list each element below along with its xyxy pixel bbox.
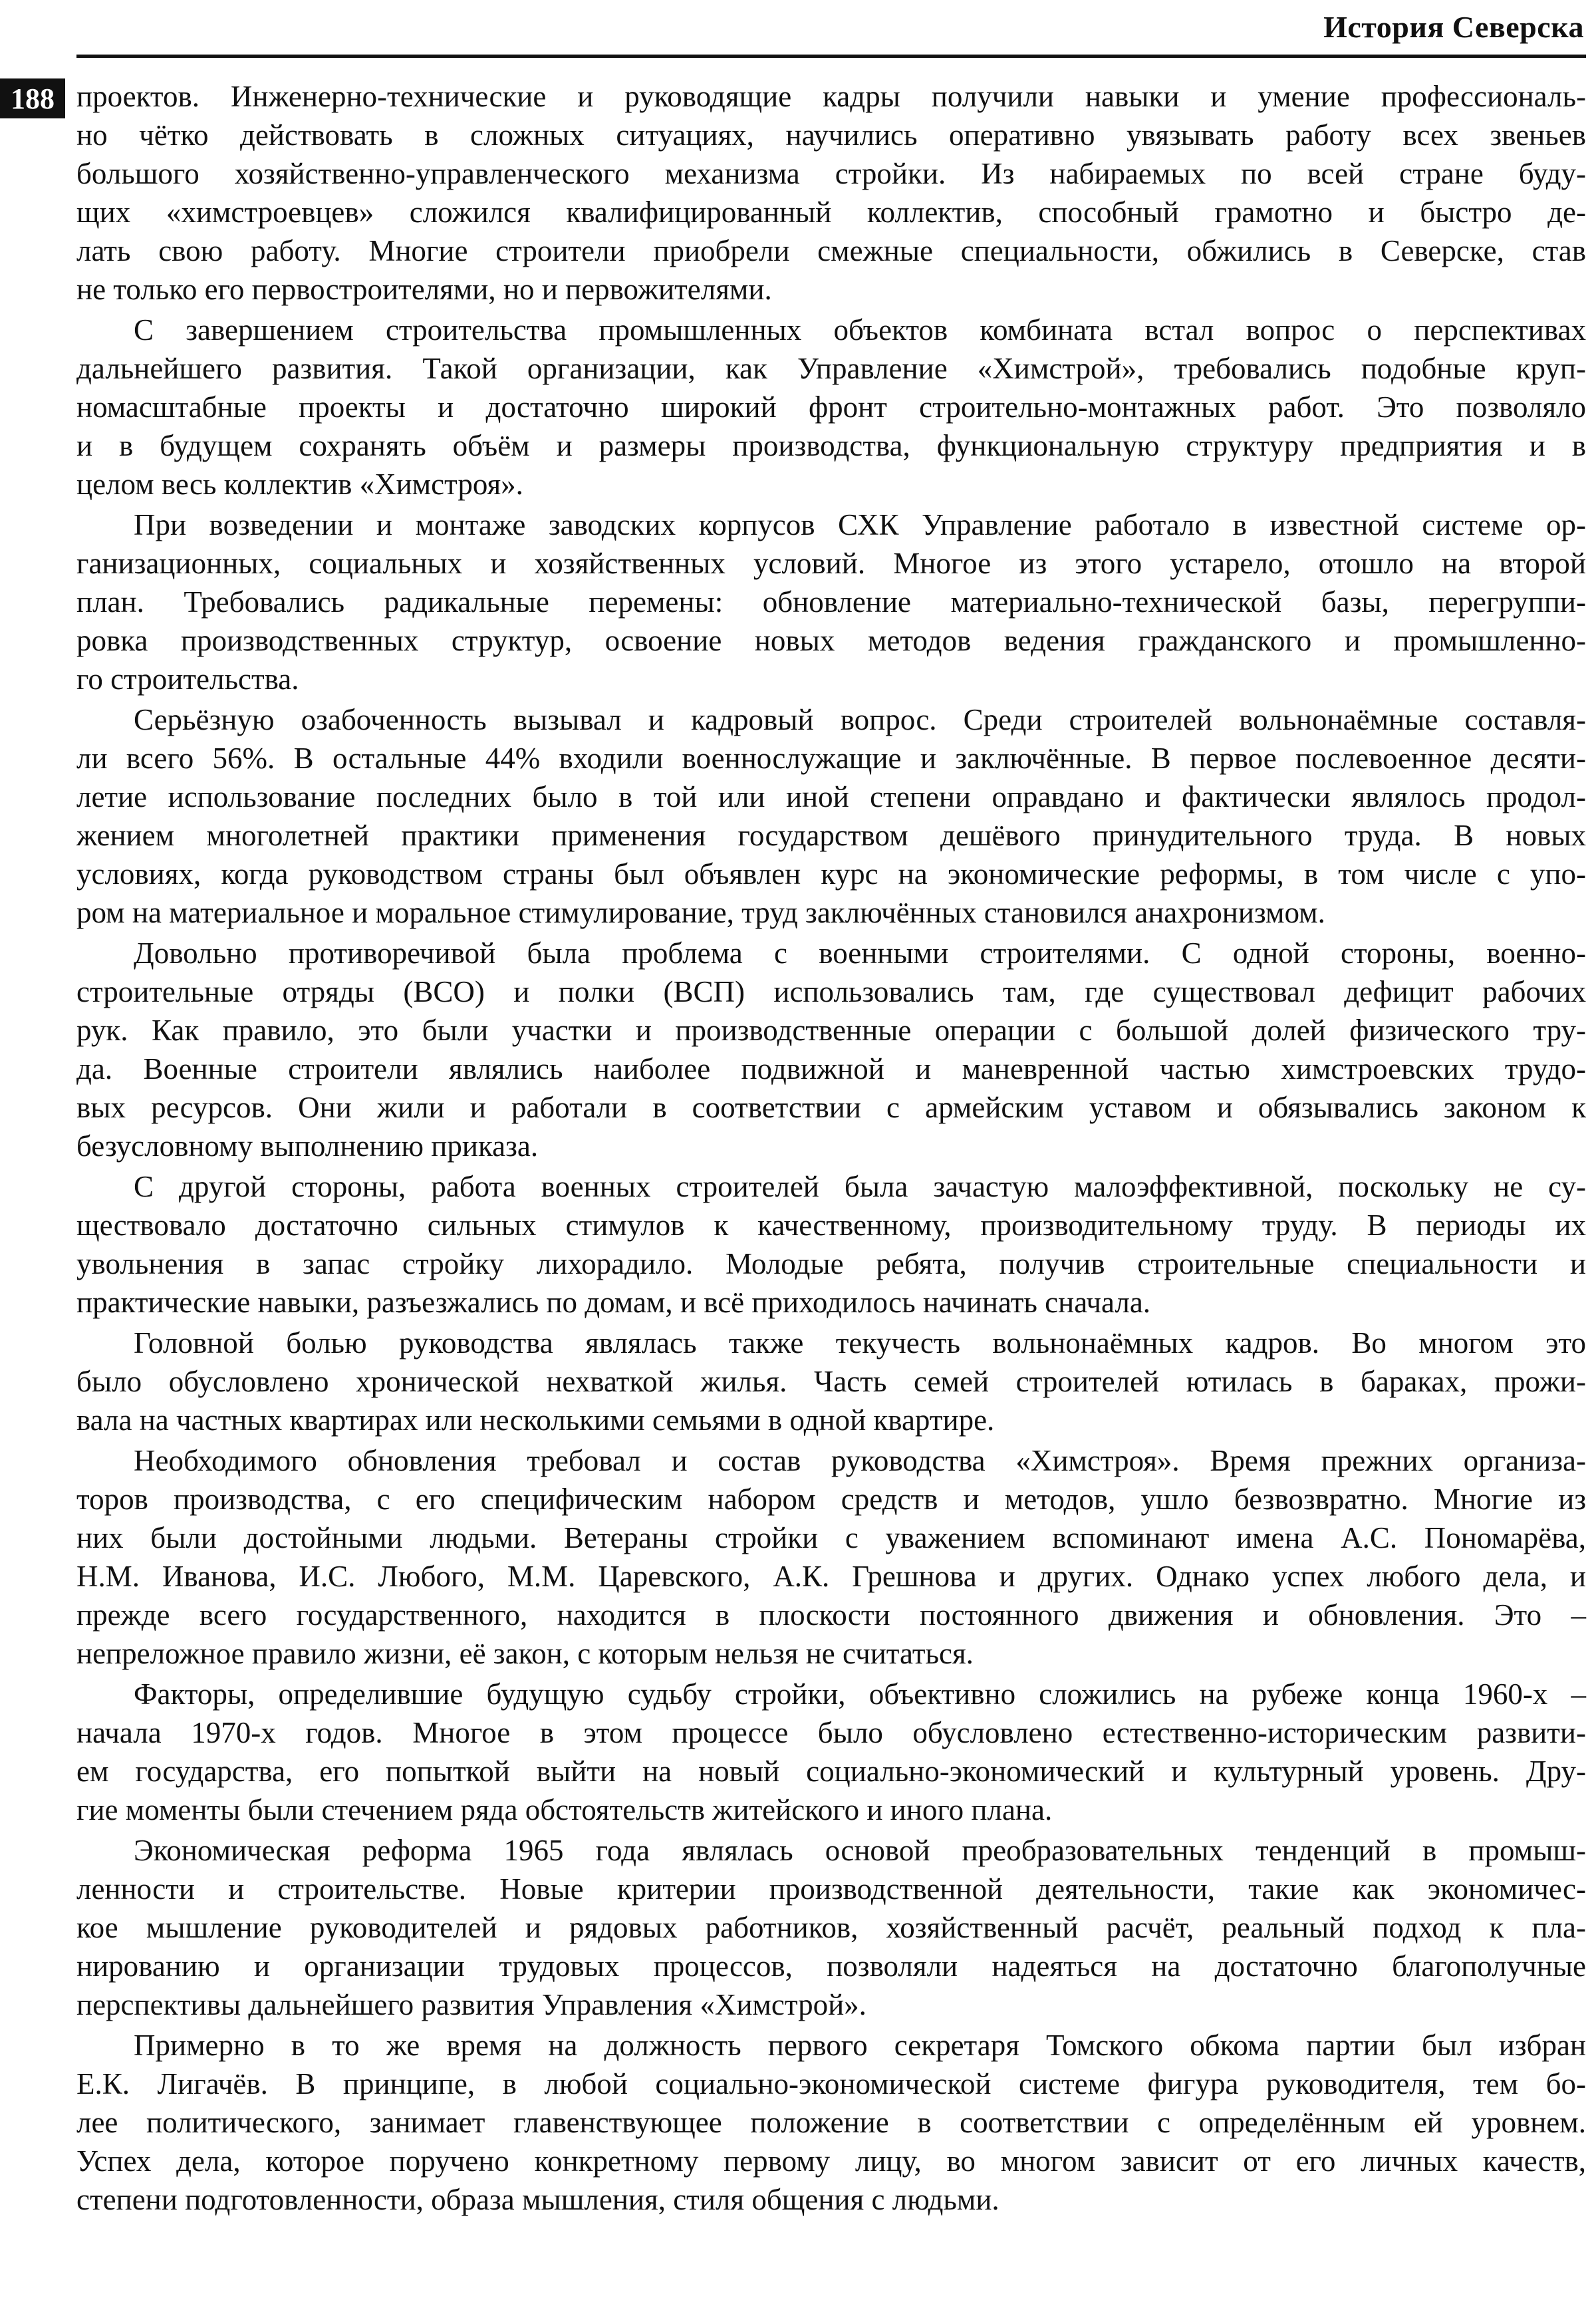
paragraph [76,1324,1586,1439]
text-line: ганизационных, социальных и хозяйственных условий. Многое из этого устарело, отошло на второй [76,547,1586,580]
paragraph [76,700,1586,932]
text-line: ли всего 56%. В остальные 44% входили военнослужащие и заключённые. В первое послевоенное десяти- [76,742,1586,775]
text-line: большого хозяйственно-управленческого механизма стройки. Из набираемых по всей стране буду- [76,157,1586,190]
text-line: лать свою работу. Многие строители приобрели смежные специальности, обжились в Северске, став [76,234,1586,267]
text-line: увольнения в запас стройку лихорадило. Молодые ребята, получив строительные специальности и [76,1247,1586,1280]
paragraph [76,505,1586,698]
text-line: прежде всего государственного, находится в плоскости постоянного движения и обновления. Это – [76,1598,1586,1632]
text-line: да. Военные строители являлись наиболее подвижной и маневренной частью химстроевских трудо- [76,1052,1586,1085]
text-line: ем государства, его попыткой выйти на новый социально-экономический и культурный уровень. Дру- [76,1755,1586,1788]
text-line: вала на частных квартирах или несколькими семьями в одной квартире. [76,1403,995,1437]
text-line: и в будущем сохранять объём и размеры производства, функциональную структуру предприятия и в [76,429,1586,462]
text-line: гие моменты были стечением ряда обстоятельств житейского и иного плана. [76,1793,1053,1826]
paragraph [76,311,1586,504]
text-line: безусловному выполнению приказа. [76,1129,539,1163]
paragraph [76,934,1586,1165]
paragraph [76,1167,1586,1322]
text-line: летие использование последних было в той или иной степени оправдано и фактически являлось продол- [76,780,1586,813]
text-line: жением многолетней практики применения государством дешёвого принудительного труда. В новых [76,819,1586,852]
header-rule [76,55,1586,58]
text-line: лее политического, занимает главенствующее положение в соответствии с определённым ей уровнем. [76,2106,1586,2139]
paragraph [76,1675,1586,1829]
text-line: не только его первостроителями, но и первожителями. [76,273,772,306]
text-line: степени подготовленности, образа мышления, стиля общения с людьми. [76,2183,999,2216]
text-line: С завершением строительства промышленных объектов комбината встал вопрос о перспективах [134,313,1586,347]
text-line: практические навыки, разъезжались по домам, и всё приходилось начинать сначала. [76,1286,1151,1319]
paragraph [76,2026,1586,2219]
text-line: Е.К. Лигачёв. В принципе, в любой социально-экономической системе фигура руководителя, тем бо- [76,2067,1586,2100]
paragraph [76,77,1586,309]
text-line: Необходимого обновления требовал и состав руководства «Химстроя». Время прежних организа- [134,1444,1586,1477]
text-line: ром на материальное и моральное стимулирование, труд заключённых становился анахронизмом. [76,896,1325,929]
text-line: кое мышление руководителей и рядовых работников, хозяйственный расчёт, реальный подход к пла- [76,1911,1586,1944]
text-line: начала 1970-х годов. Многое в этом процессе было обусловлено естественно-историческим развити- [76,1716,1586,1749]
text-line: было обусловлено хронической нехваткой жилья. Часть семей строителей ютилась в бараках, прожи- [76,1365,1586,1398]
text-line: проектов. Инженерно-технические и руководящие кадры получили навыки и умение профессиональ- [76,80,1586,113]
text-line: целом весь коллектив «Химстроя». [76,468,523,501]
text-line: Головной болью руководства являлась также текучесть вольнонаёмных кадров. Во многом это [134,1326,1586,1360]
text-line: ществовало достаточно сильных стимулов к качественному, производительному труду. В периоды их [76,1209,1586,1242]
text-line: Экономическая реформа 1965 года являлась основой преобразовательных тенденций в промыш- [134,1834,1586,1867]
text-line: но чётко действовать в сложных ситуациях, научились оперативно увязывать работу всех звеньев [76,118,1586,152]
text-line: Довольно противоречивой была проблема с военными строителями. С одной стороны, военно- [134,936,1586,970]
text-line: вых ресурсов. Они жили и работали в соответствии с армейским уставом и обязывались законом к [76,1091,1586,1124]
text-line: го строительства. [76,662,299,696]
text-line: них были достойными людьми. Ветераны стройки с уважением вспоминают имена А.С. Пономарёва, [76,1521,1586,1554]
text-line: перспективы дальнейшего развития Управления «Химстрой». [76,1988,866,2021]
text-line: щих «химстроевцев» сложился квалифицированный коллектив, способный грамотно и быстро де- [76,196,1586,229]
text-line: строительные отряды (ВСО) и полки (ВСП) использовались там, где существовал дефицит рабочих [76,975,1586,1008]
text-line: Успех дела, которое поручено конкретному первому лицу, во многом зависит от его личных качеств, [76,2144,1586,2178]
text-line: дальнейшего развития. Такой организации, как Управление «Химстрой», требовались подобные круп- [76,352,1586,385]
running-head-title: История Северска [1323,10,1584,44]
text-line: ровка производственных структур, освоение новых методов ведения гражданского и промышленно- [76,624,1586,657]
text-line: Н.М. Иванова, И.С. Любого, М.М. Царевского, А.К. Грешнова и других. Однако успех любого дела, и [76,1560,1586,1593]
text-line: С другой стороны, работа военных строителей была зачастую малоэффективной, поскольку не су- [134,1170,1586,1203]
page-number: 188 [0,78,65,118]
text-line: нированию и организации трудовых процессов, позволяли надеяться на достаточно благополучные [76,1949,1586,1983]
text-line: рук. Как правило, это были участки и производственные операции с большой долей физического тру- [76,1014,1586,1047]
body-text [76,77,1586,2221]
text-line: торов производства, с его специфическим набором средств и методов, ушло безвозвратно. Многие из [76,1483,1586,1516]
text-line: При возведении и монтаже заводских корпусов СХК Управление работало в известной системе ор- [134,508,1586,541]
paragraph [76,1441,1586,1673]
text-line: условиях, когда руководством страны был объявлен курс на экономические реформы, в том числе с упо- [76,857,1586,891]
text-line: Примерно в то же время на должность первого секретаря Томского обкома партии был избран [134,2029,1586,2062]
text-line: Серьёзную озабоченность вызывал и кадровый вопрос. Среди строителей вольнонаёмные составля- [134,703,1586,736]
text-line: непреложное правило жизни, её закон, с которым нельзя не считаться. [76,1637,974,1670]
paragraph [76,1831,1586,2024]
text-line: ленности и строительстве. Новые критерии производственной деятельности, такие как экономичес- [76,1872,1586,1906]
text-line: номасштабные проекты и достаточно широкий фронт строительно-монтажных работ. Это позволяло [76,390,1586,424]
text-line: план. Требовались радикальные перемены: обновление материально-технической базы, перегруппи- [76,585,1586,619]
text-line: Факторы, определившие будущую судьбу стройки, объективно сложились на рубеже конца 1960-х – [134,1677,1586,1711]
